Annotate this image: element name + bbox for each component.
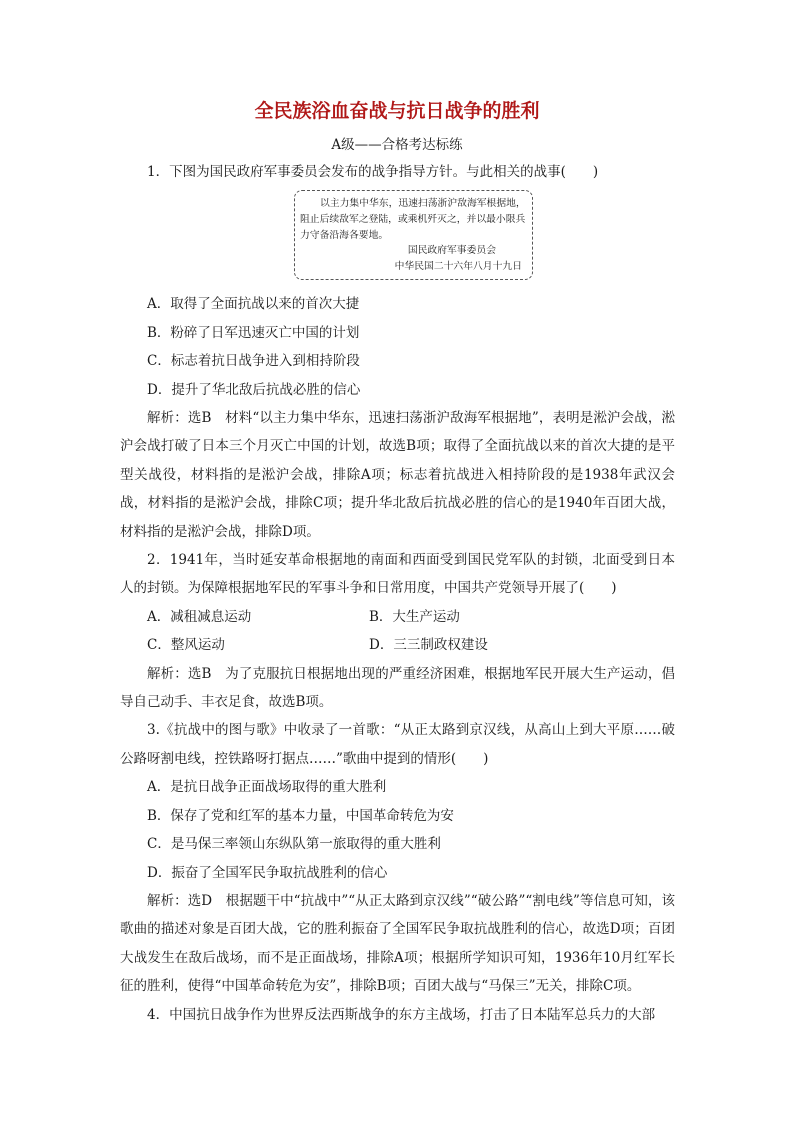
question-2-options-row-1 (120, 603, 675, 631)
question-2-option-c: C．整风运动 (147, 637, 225, 654)
quote-box-issuer: 国民政府军事委员会 (407, 245, 496, 257)
question-2-option-a: A．减租减息运动 (147, 608, 252, 625)
question-1-option-c: C．标志着抗日战争进入到相持阶段 (147, 353, 360, 370)
quote-box (294, 190, 533, 280)
quote-box-date: 中华民国二十六年八月十九日 (394, 260, 522, 272)
question-2-options-row-2 (120, 631, 675, 659)
question-1-option-a: A．取得了全面抗战以来的首次大捷 (147, 296, 360, 313)
question-2-option-d: D．三三制政权建设 (369, 637, 488, 654)
question-2-stem: 2．1941年，当时延安革命根据地的南面和西面受到国民党军队的封锁，北面受到日本人的封锁。为保障根据地军民的军事斗争和日常用度，中国共产党领导开展了( ) (120, 552, 675, 597)
question-list (120, 158, 675, 1029)
question-1-option-d: D．提升了华北敌后抗战必胜的信心 (147, 381, 361, 398)
question-3-option-a: A．是抗日战争正面战场取得的重大胜利 (147, 779, 387, 796)
document-title: 全民族浴血奋战与抗日战争的胜利 (254, 100, 540, 122)
question-3-stem: 3.《抗战中的图与歌》中收录了一首歌：“从正太路到京汉线，从高山上到大平原……破公路呀割电线，控铁路呀打据点……”歌曲中提到的情形( ) (120, 722, 675, 767)
question-3-option-d: D．振奋了全国军民争取抗战胜利的信心 (147, 864, 388, 881)
question-1-stem: 1．下图为国民政府军事委员会发布的战争指导方针。与此相关的战事( ) (147, 164, 599, 180)
question-3-option-b: B．保存了党和红军的基本力量，中国革命转危为安 (147, 807, 454, 824)
question-3-analysis: 解析：选D 根据题干中“抗战中”“从正太路到京汉线”“破公路”“割电线”等信息可知，该歌曲的描述对象是百团大战，它的胜利振奋了全国军民争取抗战胜利的信心，故选D项；百团大战发生在敌后战场，而不是正面战场，排除A项；根据所学知识可知，1936年10月红军长征的胜利，使得“中国革命转危为安”，排除B项；百团大战与“马保三”无关，排除C项。 (120, 892, 675, 995)
document-subtitle: A级——合格考达标练 (331, 137, 463, 153)
question-3-option-c: C．是马保三率领山东纵队第一旅取得的重大胜利 (147, 836, 441, 853)
question-2-option-b: B．大生产运动 (369, 608, 460, 625)
question-4-stem: 4．中国抗日战争作为世界反法西斯战争的东方主战场，打击了日本陆军总兵力的大部 (147, 1006, 656, 1023)
question-1-analysis: 解析：选B 材料“以主力集中华东，迅速扫荡浙沪敌海军根据地”，表明是淞沪会战，淞沪会战打破了日本三个月灭亡中国的计划，故选B项；取得了全面抗战以来的首次大捷的是平型关战役，材料指的是淞沪会战，排除A项；标志着抗战进入相持阶段的是1938年武汉会战，材料指的是淞沪会战，排除C项；提升华北敌后抗战必胜的信心的是1940年百团大战，材料指的是淞沪会战，排除D项。 (120, 410, 675, 540)
question-2-analysis: 解析：选B 为了克服抗日根据地出现的严重经济困难，根据地军民开展大生产运动，倡导自己动手、丰衣足食，故选B项。 (120, 665, 675, 711)
quote-box-text: 以主力集中华东，迅速扫荡浙沪敌海军根据地，阻止后续敌军之登陆，或乘机歼灭之，并以最小限兵力守备沿海各要地。 (300, 198, 526, 241)
question-1-option-b: B．粉碎了日军迅速灭亡中国的计划 (147, 324, 360, 341)
